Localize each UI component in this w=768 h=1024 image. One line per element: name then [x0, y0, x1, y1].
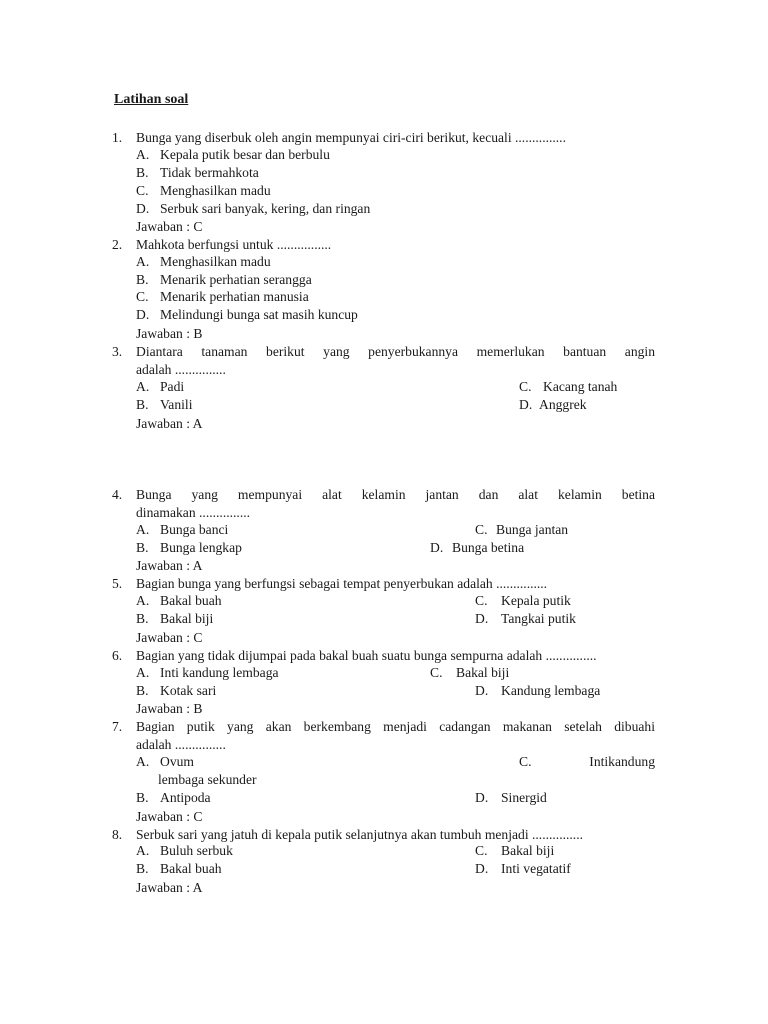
option-c: C. Bunga jantan: [475, 522, 569, 537]
question-text: Bunga yang mempunyai alat kelamin jantan dan alat kelamin betina: [136, 487, 655, 502]
option-c: C. Menghasilkan madu: [136, 183, 271, 198]
question-number: 8.: [112, 827, 123, 842]
question-number: 1.: [112, 130, 123, 145]
option-a: A. Inti kandung lembaga: [136, 665, 279, 680]
question-number: 3.: [112, 344, 123, 359]
option-a: A. Kepala putik besar dan berbulu: [136, 147, 330, 162]
option-a: A. Padi: [136, 379, 185, 394]
option-d: D. Inti vegatatif: [475, 861, 571, 876]
option-b: B. Bakal buah: [136, 861, 222, 876]
option-d: D. Melindungi bunga sat masih kuncup: [136, 307, 358, 322]
option-a: A. Bakal buah: [136, 593, 222, 608]
question-number: 7.: [112, 719, 123, 734]
answer-line: Jawaban : B: [136, 701, 203, 716]
question-number: 5.: [112, 576, 123, 591]
option-c: C. Bakal biji: [475, 843, 555, 858]
question-text: Bagian putik yang akan berkembang menjadi cadangan makanan setelah dibuahi: [136, 719, 655, 734]
option-b: B. Tidak bermahkota: [136, 165, 259, 180]
option-c: C. Intikandung: [519, 754, 655, 769]
option-d: D. Anggrek: [519, 397, 587, 412]
option-b: B. Bunga lengkap: [136, 540, 242, 555]
option-a: A. Bunga banci: [136, 522, 229, 537]
question-text-cont: dinamakan ...............: [136, 505, 251, 520]
option-d: D. Bunga betina: [430, 540, 525, 555]
question-text: Bunga yang diserbuk oleh angin mempunyai ciri-ciri berikut, kecuali ...............: [136, 130, 566, 145]
option-a: A. Buluh serbuk: [136, 843, 233, 858]
page-title: Latihan soal: [114, 92, 189, 107]
question-text: Serbuk sari yang jatuh di kepala putik selanjutnya akan tumbuh menjadi ...............: [136, 827, 583, 842]
answer-line: Jawaban : C: [136, 630, 203, 645]
option-d: D. Serbuk sari banyak, kering, dan ringan: [136, 201, 371, 216]
option-b: B. Antipoda: [136, 790, 211, 805]
option-b: B. Bakal biji: [136, 611, 214, 626]
option-d: D. Sinergid: [475, 790, 547, 805]
question-number: 4.: [112, 487, 123, 502]
option-c: C. Kepala putik: [475, 593, 571, 608]
question-number: 2.: [112, 237, 123, 252]
answer-line: Jawaban : A: [136, 416, 203, 431]
option-d: D. Tangkai putik: [475, 611, 576, 626]
option-b: B. Vanili: [136, 397, 193, 412]
answer-line: Jawaban : B: [136, 326, 203, 341]
question-number: 6.: [112, 648, 123, 663]
option-c-cont: lembaga sekunder: [158, 772, 257, 787]
option-b: B. Menarik perhatian serangga: [136, 272, 312, 287]
option-d: D. Kandung lembaga: [475, 683, 601, 698]
question-text-cont: adalah ...............: [136, 737, 226, 752]
answer-line: Jawaban : A: [136, 558, 203, 573]
question-text-cont: adalah ...............: [136, 362, 226, 377]
option-c: C. Kacang tanah: [519, 379, 618, 394]
answer-line: Jawaban : C: [136, 809, 203, 824]
answer-line: Jawaban : C: [136, 219, 203, 234]
option-c: C. Menarik perhatian manusia: [136, 289, 309, 304]
answer-line: Jawaban : A: [136, 880, 203, 895]
option-a: A. Ovum: [136, 754, 194, 769]
option-c: C. Bakal biji: [430, 665, 510, 680]
question-text: Mahkota berfungsi untuk ................: [136, 237, 332, 252]
question-text: Bagian yang tidak dijumpai pada bakal buah suatu bunga sempurna adalah ...............: [136, 648, 597, 663]
option-a: A. Menghasilkan madu: [136, 254, 271, 269]
question-text: Bagian bunga yang berfungsi sebagai tempat penyerbukan adalah ...............: [136, 576, 548, 591]
question-text: Diantara tanaman berikut yang penyerbukannya memerlukan bantuan angin: [136, 344, 655, 359]
option-b: B. Kotak sari: [136, 683, 217, 698]
